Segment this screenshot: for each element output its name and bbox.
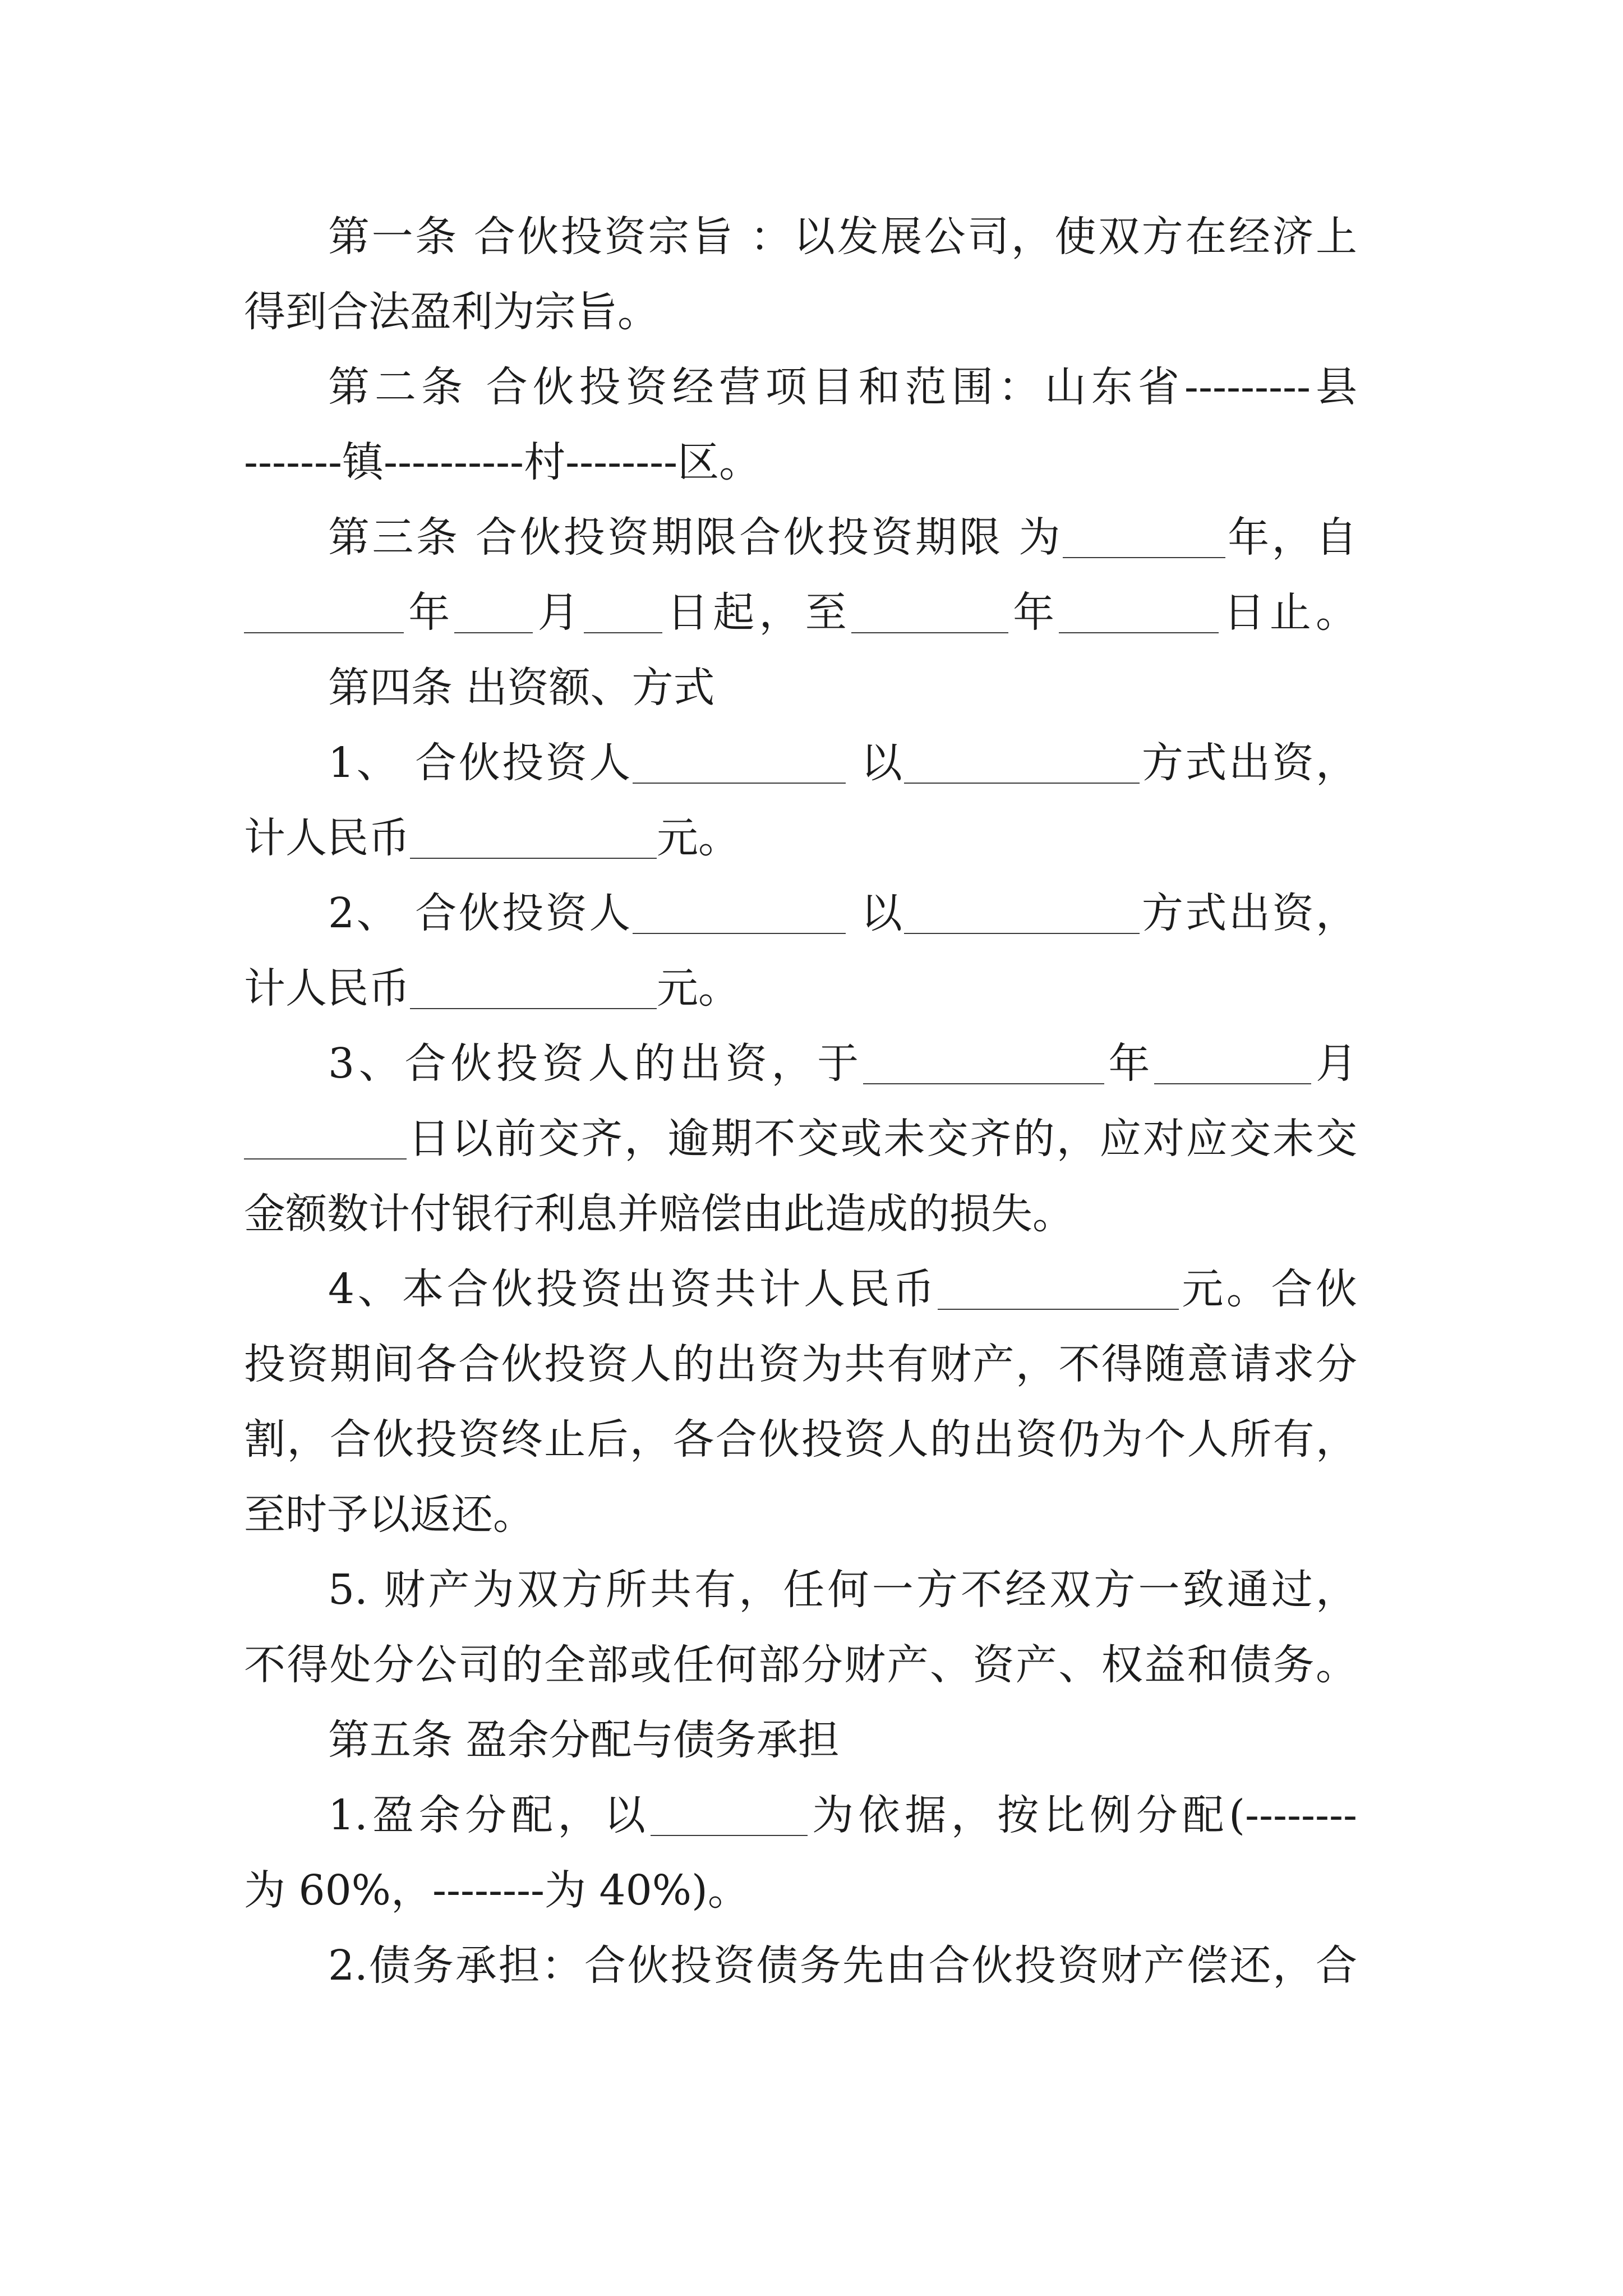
- clause-4-item-2: [244, 876, 1357, 951]
- text-segment: 至时予以返还。: [244, 1490, 534, 1539]
- text-segment: 割，合伙投资终止后，各合伙投资人的出资仍为个人所有，: [244, 1415, 1357, 1464]
- fill-in-blank: [904, 894, 1140, 934]
- text-segment: 1、 合伙投资人: [328, 739, 633, 787]
- clause-4-item-2: [244, 951, 1357, 1026]
- fill-in-blank: [1063, 518, 1225, 558]
- text-segment: 日以前交齐，逾期不交或未交齐的，应对应交未交: [407, 1115, 1357, 1163]
- text-segment: 元。合伙: [1178, 1265, 1357, 1313]
- fill-in-blank: [244, 1119, 407, 1159]
- clause-2-line: [244, 349, 1357, 425]
- text-segment: 年，自: [1225, 513, 1357, 562]
- fill-in-blank: [863, 1044, 1104, 1084]
- clause-4-item-3: [244, 1026, 1357, 1101]
- clause-1-line: [244, 274, 1357, 349]
- document-body: [244, 199, 1357, 2003]
- clause-5-item-1: [244, 1853, 1357, 1928]
- fill-in-blank: [410, 818, 657, 859]
- text-segment: 以: [845, 739, 905, 787]
- text-segment: 年: [1008, 588, 1059, 637]
- clause-4-item-4: [244, 1251, 1357, 1327]
- fill-in-blank: [454, 593, 533, 633]
- text-segment: 日起，至: [662, 588, 851, 637]
- fill-in-blank: [633, 743, 846, 784]
- text-segment: 第四条 出资额、方式: [328, 664, 715, 712]
- clause-5-item-1: [244, 1778, 1357, 1853]
- text-segment: 月: [1311, 1039, 1357, 1088]
- clause-4-item-5: [244, 1552, 1357, 1627]
- clause-4-item-1: [244, 800, 1357, 876]
- clause-5-item-2: [244, 1928, 1357, 2003]
- clause-2-line: [244, 425, 1357, 500]
- text-segment: 2、 合伙投资人: [328, 889, 633, 937]
- text-segment: 第三条 合伙投资期限合伙投资期限 为: [328, 513, 1063, 562]
- text-segment: 月: [533, 588, 584, 637]
- clause-4-item-5: [244, 1627, 1357, 1703]
- text-segment: 第一条 合伙投资宗旨 ：以发展公司，使双方在经济上: [328, 213, 1357, 261]
- clause-5-heading: [244, 1703, 1357, 1778]
- clause-4-item-4: [244, 1477, 1357, 1552]
- clause-4-item-3: [244, 1176, 1357, 1251]
- clause-4-heading: [244, 650, 1357, 725]
- text-segment: 年: [404, 588, 455, 637]
- clause-1-line: [244, 199, 1357, 274]
- text-segment: 第五条 盈余分配与债务承担: [328, 1716, 840, 1764]
- fill-in-blank: [851, 593, 1008, 633]
- text-segment: 方式出资，: [1140, 739, 1357, 787]
- fill-in-blank: [410, 969, 657, 1009]
- fill-in-blank: [1154, 1044, 1311, 1084]
- fill-in-blank: [633, 894, 846, 934]
- text-segment: 3、合伙投资人的出资，于: [328, 1039, 863, 1088]
- text-segment: 5. 财产为双方所共有，任何一方不经双方一致通过，: [328, 1566, 1357, 1614]
- text-segment: 为依据，按比例分配(--------: [807, 1791, 1357, 1839]
- fill-in-blank: [651, 1796, 808, 1836]
- text-segment: 2.债务承担：合伙投资债务先由合伙投资财产偿还，合: [328, 1941, 1357, 1990]
- text-segment: 投资期间各合伙投资人的出资为共有财产，不得随意请求分: [244, 1340, 1357, 1388]
- text-segment: 元。: [657, 814, 740, 862]
- text-segment: 计人民币: [244, 814, 410, 862]
- text-segment: 方式出资，: [1140, 889, 1357, 937]
- clause-4-item-3: [244, 1101, 1357, 1176]
- clause-4-item-4: [244, 1402, 1357, 1477]
- text-segment: 4、本合伙投资出资共计人民币: [328, 1265, 938, 1313]
- text-segment: 第二条 合伙投资经营项目和范围：山东省---------县: [328, 363, 1357, 411]
- text-segment: 金额数计付银行利息并赔偿由此造成的损失。: [244, 1190, 1074, 1238]
- text-segment: -------镇----------村--------区。: [244, 438, 761, 486]
- text-segment: 日止。: [1219, 588, 1357, 637]
- fill-in-blank: [938, 1269, 1179, 1310]
- clause-3-line: [244, 575, 1357, 650]
- clause-4-item-4: [244, 1327, 1357, 1402]
- text-segment: 得到合法盈利为宗旨。: [244, 288, 659, 336]
- text-segment: 为 60%，--------为 40%)。: [244, 1866, 749, 1915]
- text-segment: 元。: [657, 964, 740, 1013]
- text-segment: 计人民币: [244, 964, 410, 1013]
- clause-3-line: [244, 500, 1357, 575]
- fill-in-blank: [1059, 593, 1219, 633]
- text-segment: 年: [1104, 1039, 1155, 1088]
- text-segment: 不得处分公司的全部或任何部分财产、资产、权益和债务。: [244, 1641, 1357, 1689]
- text-segment: 以: [845, 889, 905, 937]
- fill-in-blank: [244, 593, 404, 633]
- fill-in-blank: [584, 593, 662, 633]
- fill-in-blank: [904, 743, 1140, 784]
- text-segment: 1.盈余分配，以: [328, 1791, 651, 1839]
- clause-4-item-1: [244, 725, 1357, 800]
